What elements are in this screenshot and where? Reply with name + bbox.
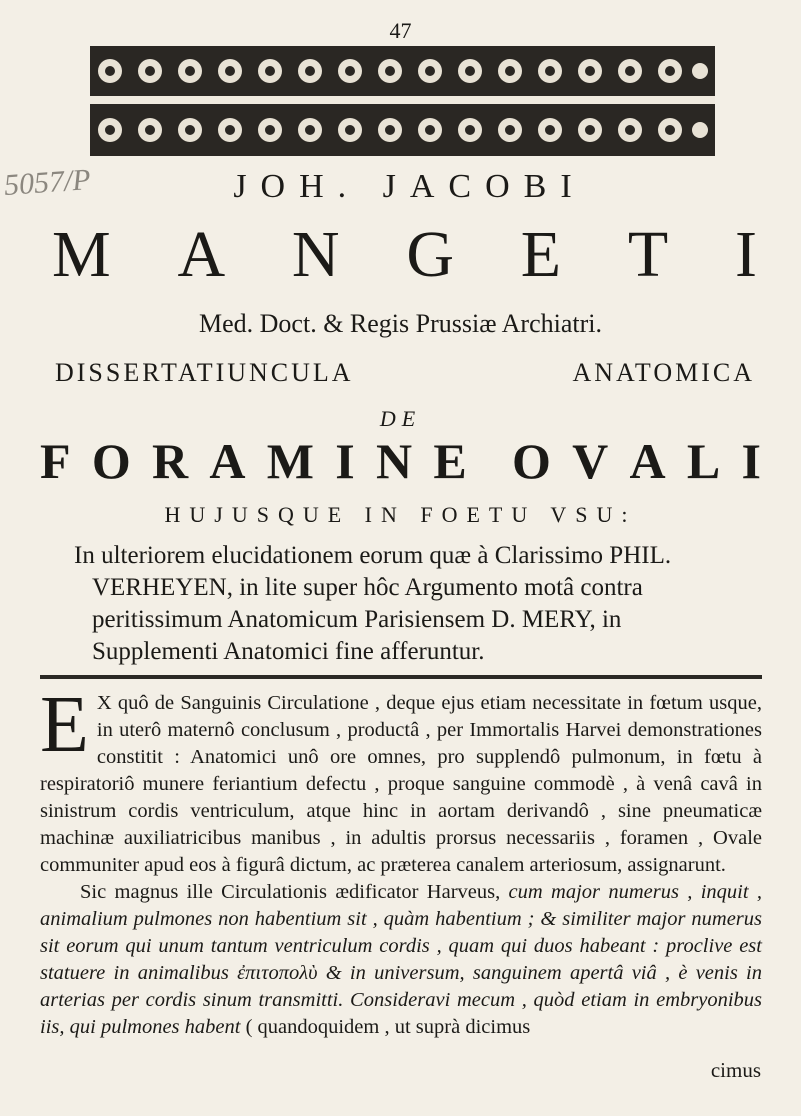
paragraph-text: ( quandoquidem , ut suprà dicimus	[240, 1016, 531, 1038]
surname-letter: G	[406, 218, 454, 291]
genre-word: ANATOMICA	[572, 358, 755, 387]
intro-line: In ulteriorem elucidationem eorum quæ à Clarissimo PHIL.	[74, 542, 672, 569]
surname-letter: T	[627, 218, 669, 291]
author-surname	[52, 218, 757, 291]
intro-line: VERHEYEN, in lite super hôc Argumento motâ contra	[92, 574, 643, 601]
surname-letter: M	[52, 218, 111, 291]
body-text	[40, 681, 762, 1041]
author-first-name: JOH. JACOBI	[233, 168, 586, 205]
subject-letter: I	[741, 433, 762, 489]
author-credentials: Med. Doct. & Regis Prussiæ Archiatri.	[199, 309, 602, 338]
subject-letter: V	[572, 433, 610, 489]
paragraph-text: Sic magnus ille Circulationis ædificator Harveus,	[80, 881, 509, 903]
subject-letter: R	[151, 433, 190, 489]
subject-letter: O	[91, 433, 132, 489]
drop-cap: E	[40, 681, 89, 769]
title-preposition: DE	[379, 406, 422, 431]
catchword: cimus	[710, 1058, 761, 1082]
divider-rule	[40, 675, 762, 679]
subject-letter: A	[629, 433, 667, 489]
subject-letter: A	[209, 433, 247, 489]
surname-letter: E	[520, 218, 562, 291]
surname-letter: N	[291, 218, 340, 291]
surname-letter: I	[734, 218, 757, 291]
work-genre	[55, 358, 755, 388]
surname-letter: A	[177, 218, 226, 291]
paragraph-text: X quô de Sanguinis Circulatione , deque ejus etiam necessitate in fœtum usque, in uterô maternô conclusum , productâ , per Immortalis Harvei demonstrationes constitit : Anatomici unô ore omnes, pro supplendô pulmonum, in fœtu à respiratoriô munere feriantium defectu , proque sanguine commodè , à venâ cavâ in sinistrum cordis ventriculum, atque hinc in aortam derivandô , sine pneumaticæ machinæ auxiliatricibus manibus , in adultis prorsus necessariis , foramen , Ovale communiter apud eos à figurâ dictum, ac præterea canalem arteriosum, assignarunt.	[40, 692, 762, 876]
subject-letter: N	[375, 433, 414, 489]
subject-letter: O	[511, 433, 552, 489]
subject-letter: E	[433, 433, 468, 489]
title-subtitle: HUJUSQUE IN FOETU VSU:	[164, 502, 637, 527]
ornamental-headpiece	[90, 46, 715, 156]
subject-letter: F	[40, 433, 72, 489]
harvey-quotation: cum major numerus , inquit , animalium pulmones non habentium sit , quàm habentium ; & similiter major numerus sit eorum qui unum tantum ventriculum cordis , quam qui duos habeant : proclive est statuere in animalibus ἐπιτοπολὺ & in universum, sanguinem apertâ viâ , è venis in arterias per cordis sinum transmitti. Consideravi mecum , quòd etiam in embryonibus iis, qui pulmones habent	[40, 881, 762, 1038]
paragraph	[40, 879, 762, 1041]
subject-letter: M	[266, 433, 315, 489]
subject-letter: L	[686, 433, 722, 489]
intro-line: peritissimum Anatomicum Parisiensem D. MERY, in	[92, 606, 622, 633]
intro-line: Supplementi Anatomici fine afferuntur.	[92, 638, 485, 665]
shelfmark-annotation: 5057/P	[2, 163, 92, 202]
paragraph	[40, 681, 762, 879]
intro-paragraph	[74, 540, 764, 668]
title-subject	[40, 432, 762, 490]
genre-word: DISSERTATIUNCULA	[55, 358, 354, 387]
page-number: 47	[389, 18, 412, 43]
subject-letter: I	[335, 433, 356, 489]
